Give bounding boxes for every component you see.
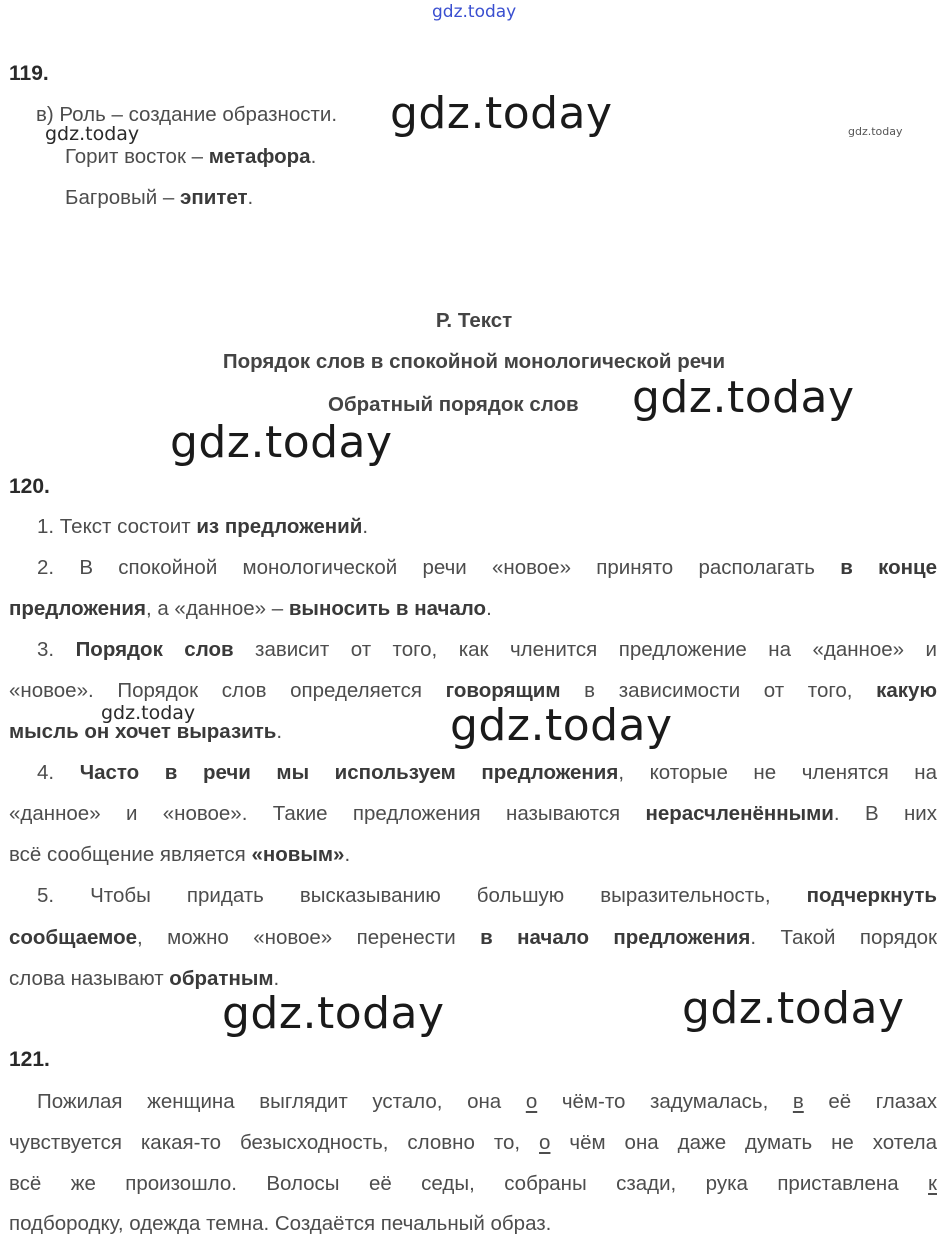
watermark: gdz.today (632, 372, 855, 423)
text-line: Горит восток – метафора. (65, 145, 317, 168)
section-subsubtitle: Обратный порядок слов (328, 393, 579, 416)
text-line: всё же произошло. Волосы её седы, собраны сзади, рука приставлена к (9, 1172, 937, 1195)
watermark: gdz.today (390, 88, 613, 139)
text-line: 4. Часто в речи мы используем предложения, которые не членятся на (37, 761, 937, 784)
watermark: gdz.today (222, 988, 445, 1039)
text-line: Пожилая женщина выглядит устало, она о чём-то задумалась, в её глазах (37, 1090, 937, 1113)
section-subtitle: Порядок слов в спокойной монологической речи (222, 350, 726, 373)
exercise-number: 119. (9, 62, 49, 85)
text-line: 2. В спокойной монологической речи «новое» принято располагать в конце (37, 556, 937, 579)
section-title: Р. Текст (435, 309, 513, 332)
text-line: предложения, а «данное» – выносить в начало. (9, 597, 492, 620)
text-line: «данное» и «новое». Такие предложения называются нерасчленёнными. В них (9, 802, 937, 825)
text-line: Багровый – эпитет. (65, 186, 254, 209)
text-line: 3. Порядок слов зависит от того, как членится предложение на «данное» и (37, 638, 937, 661)
exercise-number: 121. (9, 1048, 50, 1071)
text-line: 5. Чтобы придать высказыванию большую выразительность, подчеркнуть (37, 884, 937, 907)
text-line: чувствуется какая-то безысходность, словно то, о чём она даже думать не хотела (9, 1131, 937, 1154)
text-line: 1. Текст состоит из предложений. (37, 515, 369, 538)
watermark: gdz.today (682, 983, 905, 1034)
watermark-top: gdz.today (432, 2, 517, 22)
exercise-number: 120. (9, 475, 50, 498)
watermark: gdz.today (45, 123, 140, 145)
text-line: подбородку, одежда темна. Создаётся печальный образ. (9, 1212, 552, 1235)
text-line: сообщаемое, можно «новое» перенести в начало предложения. Такой порядок (9, 926, 938, 949)
text-line: в) Роль – создание образности. (36, 103, 338, 126)
watermark: gdz.today (848, 125, 903, 138)
watermark: gdz.today (450, 700, 673, 751)
watermark: gdz.today (170, 417, 393, 468)
text-line: мысль он хочет выразить. (9, 720, 283, 743)
watermark: gdz.today (101, 702, 196, 724)
text-line: «новое». Порядок слов определяется говорящим в зависимости от того, какую (9, 679, 937, 702)
text-line: всё сообщение является «новым». (9, 843, 351, 866)
text-line: слова называют обратным. (9, 967, 280, 990)
